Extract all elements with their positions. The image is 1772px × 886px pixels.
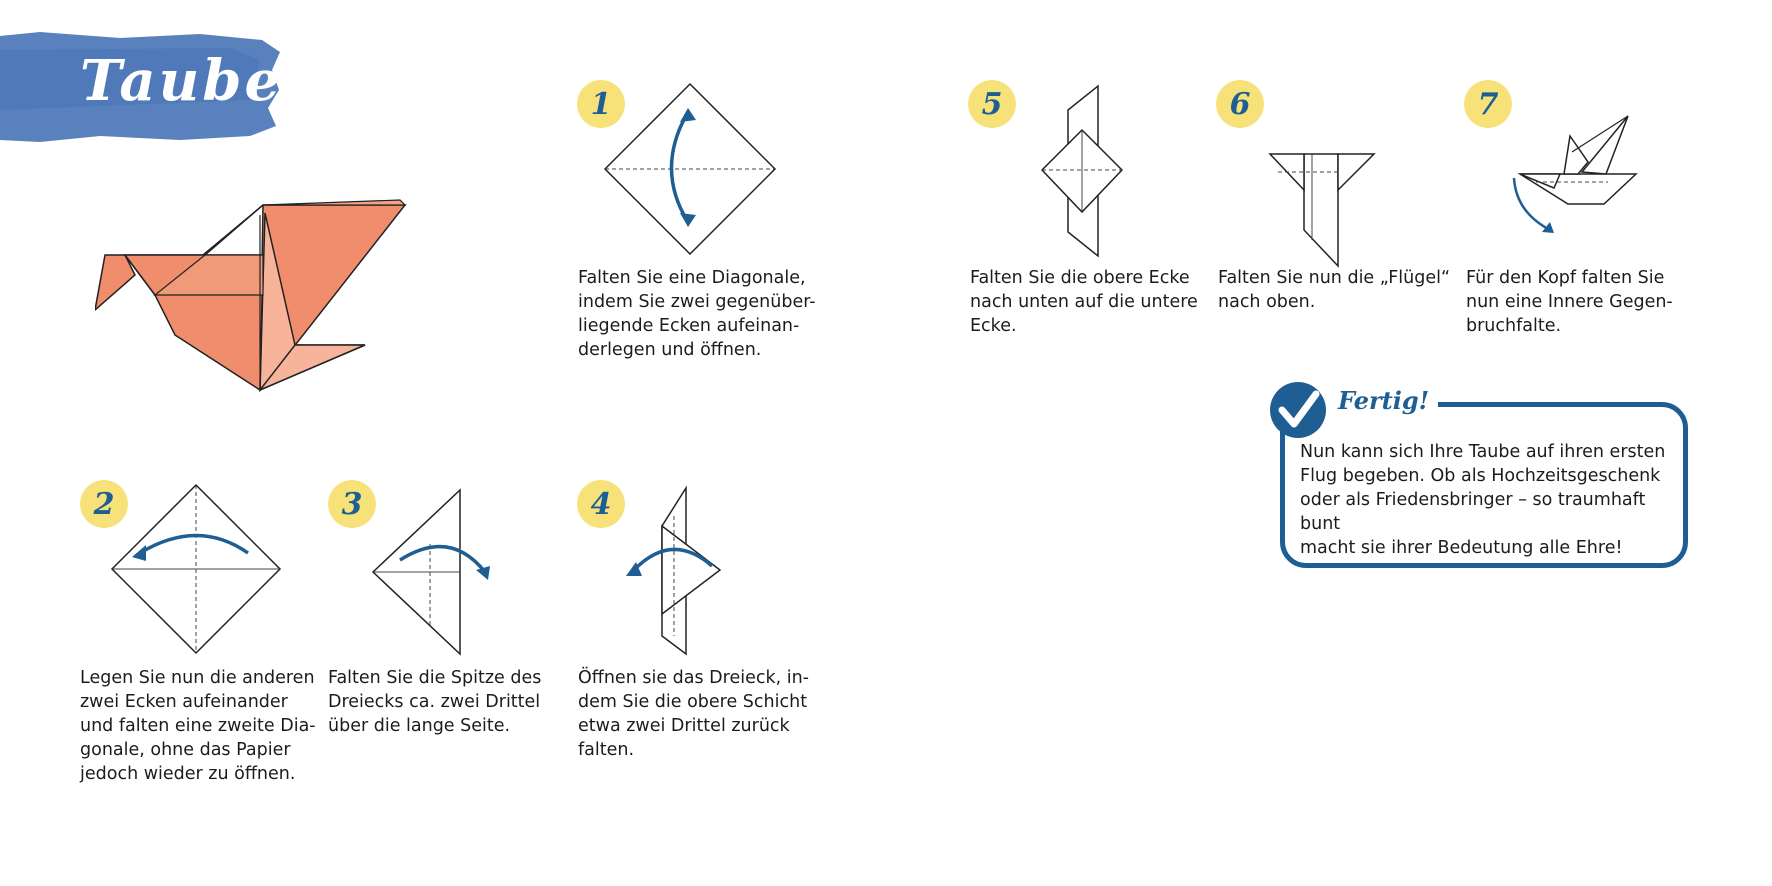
step-5-text: Falten Sie die obere Ecke nach unten auf die untere Ecke. [970, 268, 1198, 336]
step-5-diagram [1036, 84, 1126, 259]
origami-dove-illustration [95, 195, 415, 395]
step-6-badge [1214, 78, 1266, 130]
step-7-diagram [1508, 112, 1642, 237]
step-number: 2 [93, 486, 115, 522]
step-3-text: Falten Sie die Spitze des Dreiecks ca. zwei Drittel über die lange Seite. [328, 668, 542, 736]
step-6-text: Falten Sie nun die „Flügel“ nach oben. [1218, 268, 1451, 312]
step-4-diagram [612, 486, 732, 658]
step-number: 1 [590, 86, 612, 122]
step-1-text: Falten Sie eine Diagonale, indem Sie zwei gegenüber- liegende Ecken aufeinan- derlegen und öffnen. [578, 268, 816, 360]
checkmark-circle-icon [1268, 380, 1328, 440]
step-4-text: Öffnen sie das Dreieck, in- dem Sie die obere Schicht etwa zwei Drittel zurück falten. [578, 668, 809, 760]
step-6-diagram [1268, 150, 1378, 268]
done-text: Nun kann sich Ihre Taube auf ihren ersten Flug begeben. Ob als Hochzeitsgeschenk oder als Friedensbringer – so traumhaft bunt macht sie ihrer Bedeutung alle Ehre! [1300, 442, 1666, 558]
step-5-badge [966, 78, 1018, 130]
step-number: 7 [1477, 86, 1499, 122]
step-2-diagram [108, 483, 283, 658]
step-7-badge [1462, 78, 1514, 130]
step-number: 6 [1229, 86, 1251, 122]
step-number: 3 [341, 486, 363, 522]
done-title: Fertig! [1338, 386, 1430, 415]
step-number: 5 [981, 86, 1003, 122]
step-2-text: Legen Sie nun die anderen zwei Ecken aufeinander und falten eine zweite Dia- gonale, ohne das Papier jedoch wieder zu öffnen. [80, 668, 316, 784]
step-7-text: Für den Kopf falten Sie nun eine Innere Gegen- bruchfalte. [1466, 268, 1673, 336]
step-number: 4 [590, 486, 612, 522]
step-3-diagram [370, 488, 500, 658]
page-title: Taube [80, 48, 284, 114]
step-1-diagram [600, 82, 780, 257]
